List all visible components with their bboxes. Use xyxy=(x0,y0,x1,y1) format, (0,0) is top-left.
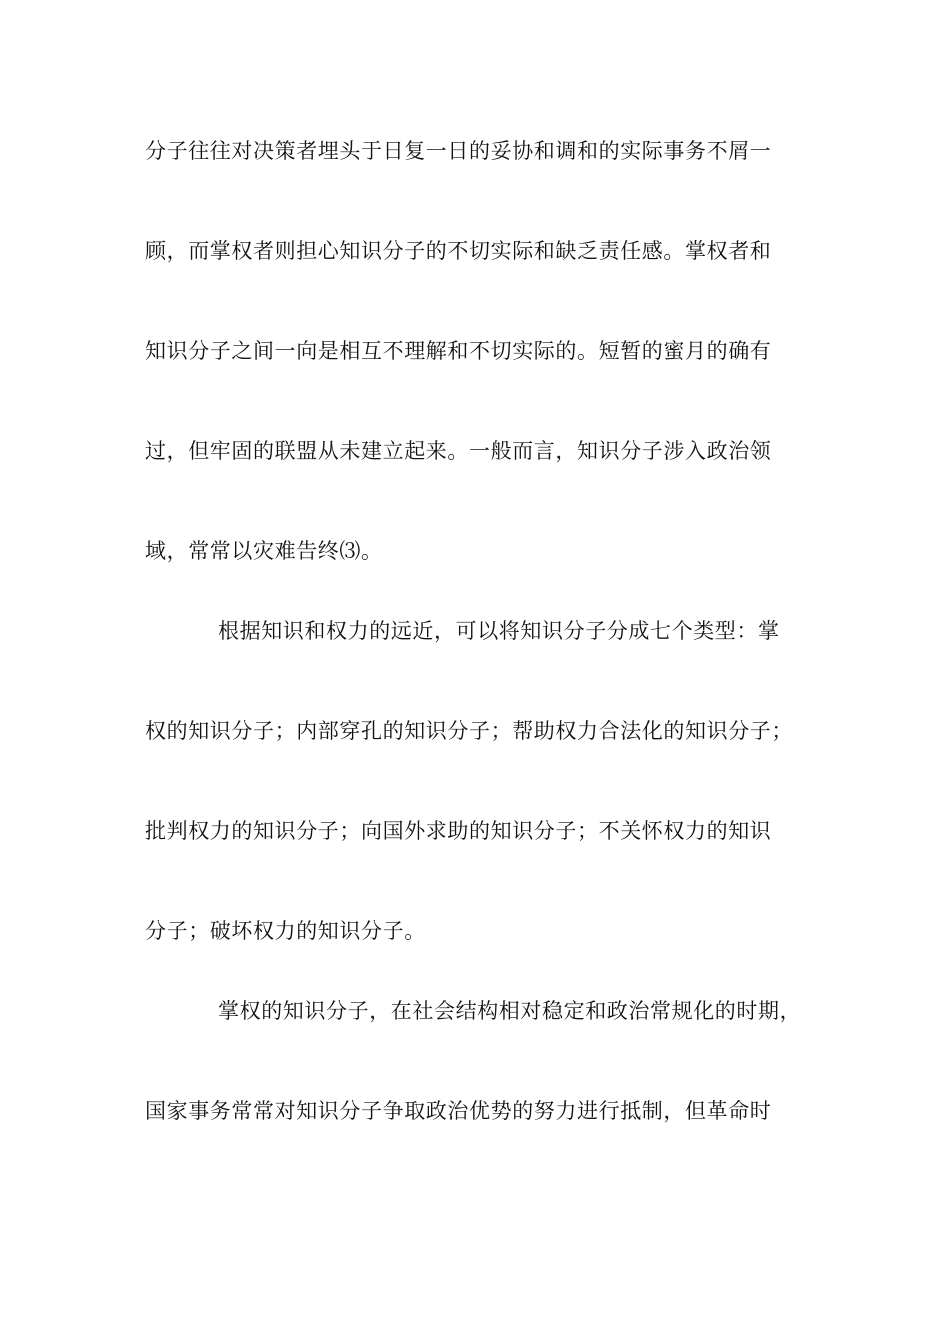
text-line-6-paragraph-start: 根据知识和权力的远近，可以将知识分子分成七个类型：掌 xyxy=(218,619,780,643)
text-line-2: 顾，而掌权者则担心知识分子的不切实际和缺乏责任感。掌权者和 xyxy=(145,239,772,263)
text-line-3: 知识分子之间一向是相互不理解和不切实际的。短暂的蜜月的确有 xyxy=(145,339,772,363)
text-line-10-paragraph-start: 掌权的知识分子，在社会结构相对稳定和政治常规化的时期， xyxy=(218,999,802,1023)
text-line-9: 分子；破坏权力的知识分子。 xyxy=(145,919,426,943)
text-line-7: 权的知识分子；内部穿孔的知识分子；帮助权力合法化的知识分子； xyxy=(145,719,793,743)
text-line-1: 分子往往对决策者埋头于日复一日的妥协和调和的实际事务不屑一 xyxy=(145,139,772,163)
text-line-8: 批判权力的知识分子；向国外求助的知识分子；不关怀权力的知识 xyxy=(145,819,772,843)
text-line-11: 国家事务常常对知识分子争取政治优势的努力进行抵制，但革命时 xyxy=(145,1099,772,1123)
text-line-4: 过，但牢固的联盟从未建立起来。一般而言，知识分子涉入政治领 xyxy=(145,439,772,463)
text-line-5: 域，常常以灾难告终⑶。 xyxy=(145,539,383,563)
